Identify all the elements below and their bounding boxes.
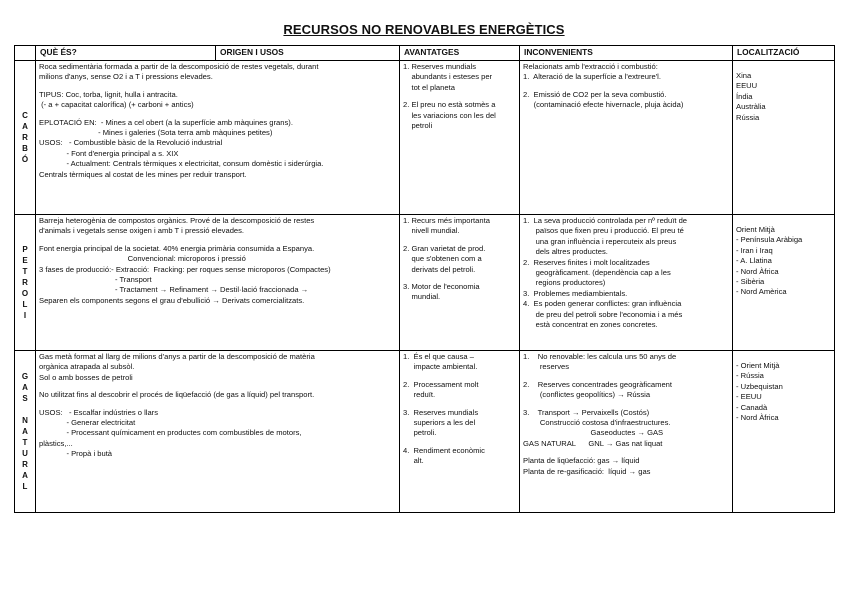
inconvenient-line: reserves <box>523 362 570 372</box>
description-line: milions d'anys, sense O2 i a T i pressions elevades. <box>39 72 213 82</box>
inconvenients-cell <box>520 215 733 351</box>
location-line: - A. Llatina <box>736 256 772 266</box>
avantatge-line: impacte ambiental. <box>403 362 478 372</box>
location-line: - Nord Àfrica <box>736 266 779 276</box>
location-line: - Sibèria <box>736 277 765 287</box>
location-line: Orient Mitjà <box>736 225 775 234</box>
description-line: Separen els components segons el grau d'ebullició → Derivats comercialitzats. <box>39 295 305 305</box>
description-line: USOS: - Escalfar indústries o llars <box>39 407 159 417</box>
side-letter: R <box>22 460 28 469</box>
side-letter: A <box>22 427 28 436</box>
avantatge-line: petroli <box>403 121 433 131</box>
side-letter: T <box>22 267 28 276</box>
location-line: EEUU <box>736 81 758 91</box>
header-inconvenients: INCONVENIENTS <box>520 46 733 61</box>
inconvenient-line: 4. Es poden generar conflictes: gran influència <box>523 299 682 309</box>
inconvenient-line: dels altres productes. <box>523 247 608 257</box>
avantatges-cell <box>400 215 520 351</box>
location-line: - EEUU <box>736 392 762 402</box>
description-line: orgànica atrapada al subsòl. <box>39 362 135 372</box>
localitzacio-cell <box>733 351 835 513</box>
side-letter: S <box>22 394 28 403</box>
description-line: Barreja heterogènia de compostos orgànics. Prové de la descomposició de restes <box>39 216 315 225</box>
resources-table <box>14 45 835 513</box>
header-origen: ORIGEN I USOS <box>216 46 400 61</box>
location-line: Índia <box>736 91 753 101</box>
inconvenient-line: Construcció costosa d'infraestructures. <box>523 418 671 428</box>
header-localitzacio: LOCALITZACIÓ <box>733 46 835 61</box>
inconvenient-line: Relacionats amb l'extracció i combustió: <box>523 62 658 71</box>
avantatge-line: 4. Rendiment econòmic <box>403 445 485 455</box>
description-line: EPLOTACIÓ EN: - Mines a cel obert (a la superfície amb màquines grans). <box>39 117 293 127</box>
description-line: USOS: - Combustible bàsic de la Revolució industrial <box>39 138 223 148</box>
side-letter: B <box>22 144 28 153</box>
location-line: - Península Aràbiga <box>736 235 803 245</box>
description-line: Font energia principal de la societat. 40% energia primària consumida a Espanya. <box>39 243 315 253</box>
resource-row-gas-natural <box>15 351 835 513</box>
avantatge-line: 1. Recurs més importanta <box>403 216 490 225</box>
side-letter: I <box>23 311 27 320</box>
localitzacio-cell <box>733 215 835 351</box>
avantatge-line: abundants i esteses per <box>403 72 493 82</box>
avantatge-line: 2. Gran varietat de prod. <box>403 243 486 253</box>
description-line: Convencional: microporos i pressió <box>39 254 246 264</box>
avantatge-line: que s'obtenen com a <box>403 254 482 264</box>
location-line: Rússia <box>736 112 760 122</box>
inconvenient-line: 2. Reserves concentrades geogràficament <box>523 379 673 389</box>
inconvenient-line <box>523 83 729 90</box>
header-que-es: QUÈ ÉS? <box>36 46 216 61</box>
description-line <box>39 237 396 244</box>
inconvenient-line: 1. Alteració de la superfície a l'extreure'l. <box>523 72 661 82</box>
inconvenient-line: de preu del petroli sobre l'economia i a més <box>523 309 683 319</box>
header-corner <box>15 46 36 61</box>
inconvenient-line <box>523 373 729 380</box>
inconvenient-line <box>523 449 729 456</box>
avantatge-line: les variacions con les del <box>403 110 496 120</box>
description-line <box>39 83 396 90</box>
avantatge-line: tot el planeta <box>403 82 455 92</box>
location-line: - Iran i Iraq <box>736 245 773 255</box>
side-letter: A <box>22 122 28 131</box>
description-line: - Propà i butà <box>39 449 113 459</box>
inconvenient-line: Gaseoductes → GAS <box>523 428 664 438</box>
side-letter: R <box>22 278 28 287</box>
side-letter: U <box>22 449 28 458</box>
avantatge-line: 3. Reserves mundials <box>403 407 479 417</box>
avantatge-line <box>403 237 516 244</box>
row-side-label <box>15 351 36 513</box>
inconvenient-line <box>523 401 729 408</box>
location-line: - Nord Amèrica <box>736 287 787 297</box>
avantatge-line: superiors a les del <box>403 418 476 428</box>
avantatges-cell <box>400 61 520 215</box>
description-line <box>39 111 396 118</box>
description-line: - Font d'energia principal a s. XIX <box>39 148 179 158</box>
avantatge-line: 1. És el que causa – <box>403 352 474 361</box>
side-letter: C <box>22 111 28 120</box>
avantatge-line <box>403 401 516 408</box>
description-line: 3 fases de producció:- Extracció: Fracking: per roques sense microporos (Compactes) <box>39 264 331 274</box>
page-title: RECURSOS NO RENOVABLES ENERGÈTICS <box>283 22 565 37</box>
avantatges-cell <box>400 351 520 513</box>
side-letter: E <box>22 256 28 265</box>
location-line: Xina <box>736 71 752 80</box>
description-line: Gas metà format al llarg de milions d'anys a partir de la descomposició de matèria <box>39 352 315 361</box>
description-line <box>39 383 396 390</box>
inconvenient-line: Planta de liqüefacció: gas → líquid <box>523 456 640 466</box>
description-cell <box>36 215 400 351</box>
side-letter: T <box>22 438 28 447</box>
side-letter: P <box>22 245 28 254</box>
description-line: Centrals tèrmiques al costat de les mines per reduir transport. <box>39 169 247 179</box>
avantatge-line: petroli. <box>403 428 437 438</box>
description-line: - Actualment: Centrals tèrmiques x electricitat, consum domèstic i siderúrgia. <box>39 159 324 169</box>
side-letter: A <box>22 383 28 392</box>
row-side-label <box>15 215 36 351</box>
avantatge-line: derivats del petroli. <box>403 264 476 274</box>
description-line: (- a + capacitat calorífica) (+ carboni + antics) <box>39 100 194 110</box>
avantatge-line: 3. Motor de l'economia <box>403 282 480 292</box>
header-avantatges: AVANTATGES <box>400 46 520 61</box>
avantatge-line <box>403 93 516 100</box>
location-line: - Orient Mitjà <box>736 361 780 370</box>
avantatge-line: 1. Reserves mundials <box>403 62 477 71</box>
inconvenient-line: 1. No renovable: les calcula uns 50 anys de <box>523 352 677 361</box>
resource-row-carbo <box>15 61 835 215</box>
inconvenient-line: regions productores) <box>523 278 606 288</box>
avantatge-line: nivell mundial. <box>403 226 460 236</box>
inconvenient-line: (contaminació efecte hivernacle, pluja àcida) <box>523 100 684 110</box>
avantatge-line: 2. Processament molt <box>403 379 479 389</box>
location-line: - Canadà <box>736 402 768 412</box>
avantatge-line <box>403 439 516 446</box>
side-letter: L <box>22 482 28 491</box>
side-letter: N <box>22 416 28 425</box>
location-line: - Uzbequistan <box>736 381 783 391</box>
inconvenient-line: una gran influència i repercuteix als preus <box>523 236 677 246</box>
inconvenient-line: 3. Problemes mediambientals. <box>523 288 628 298</box>
description-line: TIPUS: Coc, torba, lignit, hulla i antracita. <box>39 89 178 99</box>
inconvenient-line: 2. Emissió de CO2 per la seva combustió. <box>523 89 667 99</box>
description-line: - Generar electricitat <box>39 418 136 428</box>
avantatge-line: reduït. <box>403 390 436 400</box>
side-letter <box>15 404 35 415</box>
inconvenient-line: països que fixen preu i producció. El preu té <box>523 226 684 236</box>
description-line: No utilitzat fins al descobrir el procés de liqüefacció (de gas a líquid) pel transport. <box>39 390 315 400</box>
description-cell <box>36 351 400 513</box>
side-letter: O <box>21 289 29 298</box>
inconvenient-line: 1. La seva producció controlada per nº reduït de <box>523 216 688 225</box>
description-line <box>39 401 396 408</box>
description-line: - Tractament → Refinament → Destil·lació fraccionada → <box>39 285 309 295</box>
inconvenients-cell <box>520 351 733 513</box>
description-line: - Mines i galeries (Sota terra amb màquines petites) <box>39 128 273 138</box>
localitzacio-cell <box>733 61 835 215</box>
header-row <box>15 46 835 61</box>
inconvenient-line: GAS NATURAL GNL → Gas nat liquat <box>523 438 663 448</box>
inconvenient-line: 2. Reserves finites i molt localitzades <box>523 257 650 267</box>
description-cell <box>36 61 400 215</box>
side-letter: L <box>22 300 28 309</box>
inconvenient-line: (conflictes geopolítics) → Rússia <box>523 390 651 400</box>
inconvenient-line: geogràficament. (dependència cap a les <box>523 268 671 278</box>
inconvenient-line: Planta de re-gasificació: líquid → gas <box>523 466 651 476</box>
avantatge-line <box>403 275 516 282</box>
description-line: Roca sedimentària formada a partir de la descomposició de restes vegetals, durant <box>39 62 319 71</box>
avantatge-line: mundial. <box>403 292 441 302</box>
side-letter: R <box>22 133 28 142</box>
description-line: - Processant químicament en productes com combustibles de motors, <box>39 428 302 438</box>
inconvenients-cell <box>520 61 733 215</box>
avantatge-line <box>403 373 516 380</box>
avantatge-line: alt. <box>403 456 424 466</box>
location-line: - Nord Àfrica <box>736 413 779 423</box>
row-side-label <box>15 61 36 215</box>
location-line: Austràlia <box>736 102 766 112</box>
resource-row-petroli <box>15 215 835 351</box>
side-letter: A <box>22 471 28 480</box>
description-line: plàstics,... <box>39 438 73 448</box>
side-letter: Ó <box>21 155 29 164</box>
inconvenient-line: està concentrat en zones concretes. <box>523 320 658 330</box>
description-line: Sol o amb bosses de petroli <box>39 372 133 382</box>
avantatge-line: 2. El preu no està sotmès a <box>403 100 496 110</box>
inconvenient-line: 3. Transport → Pervaixells (Costós) <box>523 407 650 417</box>
description-line: d'animals i vegetals sense oxigen i amb T i pressió elevades. <box>39 226 245 236</box>
description-line: - Transport <box>39 275 152 285</box>
location-line: - Rússia <box>736 371 764 381</box>
side-letter: G <box>21 372 29 381</box>
